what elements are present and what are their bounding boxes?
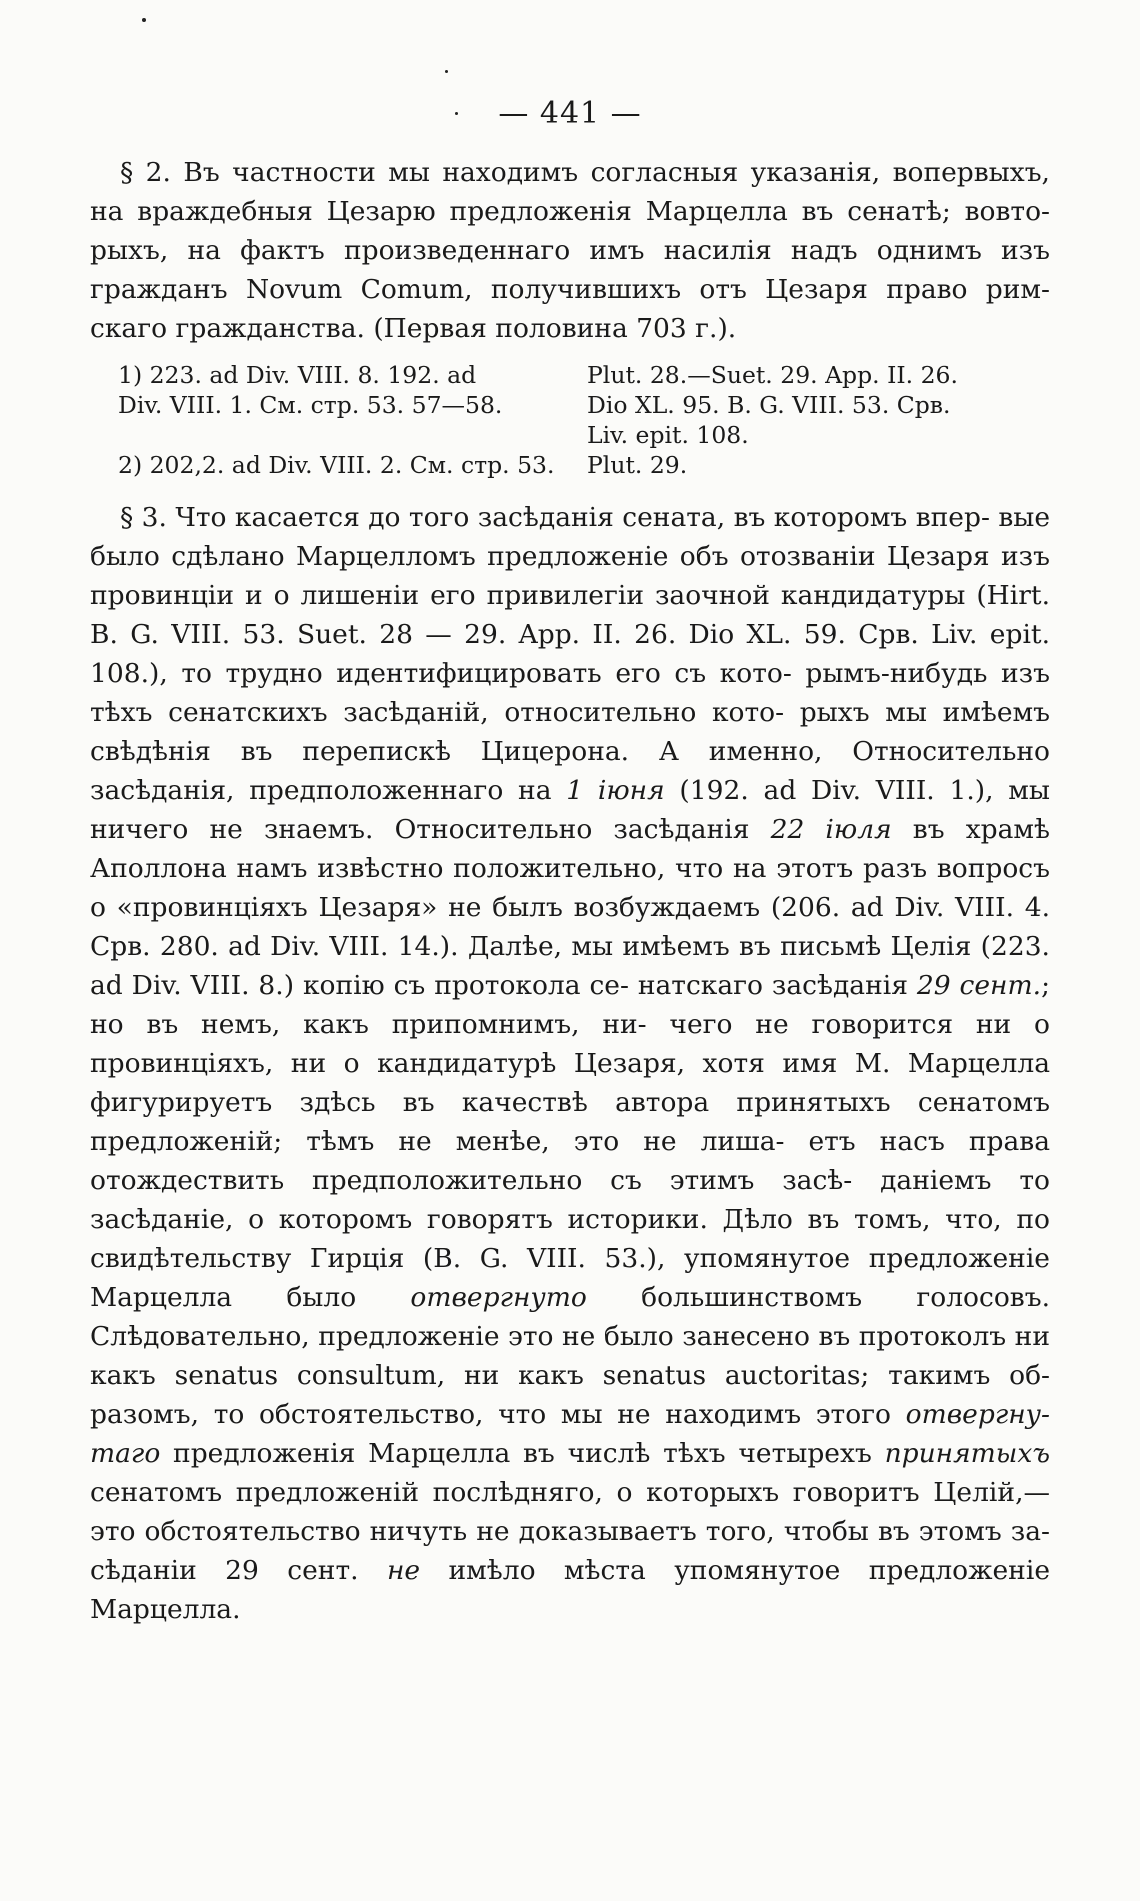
italic-text: 29 сент.	[916, 970, 1042, 1001]
page-number: — 441 —	[498, 96, 642, 131]
reference-line: Div. VIII. 1. См. стр. 53. 57—58.	[118, 391, 503, 419]
italic-text: отвергну- таго	[90, 1399, 1050, 1469]
reference-line: Plut. 28.—Suet. 29. App. II. 26.	[587, 361, 958, 389]
reference-line: 2) 202,2. ad Div. VIII. 2. См. стр. 53.	[118, 451, 555, 479]
italic-text: не	[386, 1555, 421, 1586]
italic-text: принятыхъ	[884, 1438, 1050, 1469]
text-run: въ храмѣ Аполлона намъ извѣстно положительно, что на этотъ разъ вопросъ о «провинціяхъ Цезаря» не былъ возбуждаемъ (206. ad Div. VIII. 4. Срв. 280. ad Div. VIII. 14.). Далѣе, мы имѣемъ въ письмѣ Целія (223. ad Div. VIII. 8.) копію съ протокола се- натскаго засѣданія	[90, 814, 1050, 1001]
text-run: предложенія Марцелла въ числѣ тѣхъ четырехъ	[160, 1438, 885, 1469]
text-line: на враждебныя Цезарю предложенія Марцелла въ сенатѣ; вовто-	[90, 196, 1050, 227]
italic-text: 22 іюля	[770, 814, 892, 845]
text-run: (192. ad Div. VIII. 1.), мы ничего не знаемъ. Относительно засѣданія	[90, 775, 1050, 845]
reference-line	[118, 420, 575, 450]
scan-speck	[445, 70, 448, 73]
book-page	[90, 96, 1050, 1629]
reference-notes	[90, 360, 1050, 480]
text-line: гражданъ Novum Comum, получившихъ отъ Цезаря право рим-	[90, 274, 1050, 305]
text-run: большинствомъ голосовъ. Слѣдовательно, предложеніе это не было занесено въ протоколъ ни какъ senatus consultum, ни какъ senatus auctoritas; такимъ об- разомъ, то обстоятельство, что мы не находимъ этого	[90, 1282, 1050, 1430]
text-line: скаго гражданства. (Первая половина 703 г.).	[90, 313, 737, 344]
reference-line: Plut. 29.	[587, 451, 688, 479]
reference-line: Liv. epit. 108.	[587, 421, 749, 449]
text-line: § 2. Въ частности мы находимъ согласныя указанія, вопервыхъ,	[120, 157, 1050, 188]
scan-speck	[142, 18, 146, 22]
reference-line: 1) 223. ad Div. VIII. 8. 192. ad	[118, 361, 477, 389]
text-run: сенатомъ предложеній послѣдняго, о которыхъ говоритъ Целій,— это обстоятельство ничуть не доказываетъ того, чтобы въ этомъ за- сѣданіи 29 сент.	[90, 1477, 1050, 1586]
reference-line: Dio XL. 95. B. G. VIII. 53. Срв.	[587, 391, 951, 419]
section-2-paragraph	[90, 153, 1050, 348]
text-line: рыхъ, на фактъ произведеннаго имъ насилія надъ однимъ изъ	[90, 235, 1050, 266]
section-3-paragraph	[90, 498, 1050, 1629]
italic-text: 1 іюня	[566, 775, 665, 806]
text-run: имѣло мѣста упомянутое предложеніе Марцелла.	[90, 1555, 1050, 1625]
text-run: ; но въ немъ, какъ припомнимъ, ни- чего не говорится ни о провинціяхъ, ни о кандидатурѣ Цезаря, хотя имя М. Марцелла фигурируетъ здѣсь въ качествѣ автора принятыхъ сенатомъ предложеній; тѣмъ не менѣе, это не лиша- етъ насъ права отождествить предположительно съ этимъ засѣ- даніемъ то засѣданіе, о которомъ говорятъ историки. Дѣло въ томъ, что, по свидѣтельству Гирція (B. G. VIII. 53.), упомянутое предложеніе Марцелла было	[90, 970, 1050, 1313]
reference-column-left	[90, 360, 575, 480]
italic-text: отвергнуто	[410, 1282, 587, 1313]
text-run: § 3. Что касается до того засѣданія сената, въ которомъ впер- вые было сдѣлано Марцелломъ предложеніе объ отозваніи Цезаря изъ провинціи и о лишеніи его привилегіи заочной кандидатуры (Hirt. B. G. VIII. 53. Suet. 28 — 29. App. II. 26. Dio XL. 59. Срв. Liv. epit. 108.), то трудно идентифицировать его съ кото- рымъ-нибудь изъ тѣхъ сенатскихъ засѣданій, относительно кото- рыхъ мы имѣемъ свѣдѣнія въ перепискѣ Цицерона. А именно, Относительно засѣданія, предположеннаго на	[90, 502, 1051, 806]
reference-column-right	[575, 360, 1050, 480]
